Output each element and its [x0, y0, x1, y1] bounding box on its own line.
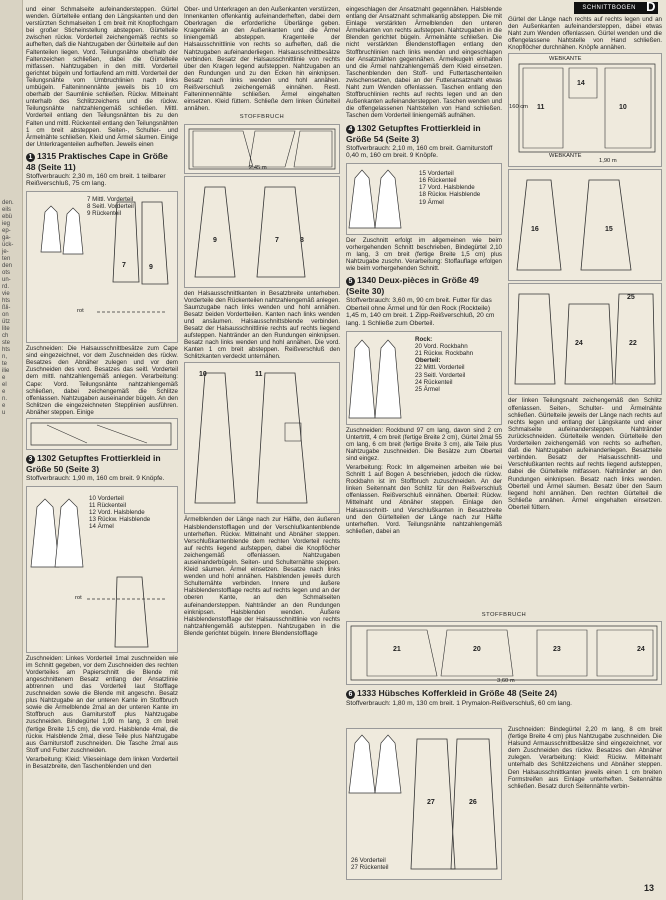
section-1302-50 — [26, 453, 178, 770]
section-title: 5 1340 Deux-pièces in Größe 49 (Seite 30) — [346, 275, 479, 297]
paragraph: Ärmelblenden der Länge nach zur Hälfte, den äußeren Halsblendenstofflagen und der Verschlußkantenblende unterheften. Rückw. Mittelnaht und Abnäher steppen. Verschlußkantenblende dem rechten Vorderteil rechts auf rechts liegend aufsteppen, dabei die Knopflöcher zeichengemäß offenlassen. Nahtzugaben auseinanderbügeln. Seiten- und Schulternähte steppen. Kleid säumen. Ärmel einsetzen. Besatze nach links wenden und hohl annähen. Halsblenden jeweils durch Schulternähte verbinden. Innere und äußere Halsblendenstofflage rechts auf rechts legen und an der oberen Kante, an den Schmalseiten aufeinandersteppen. Nahtränder an den Rundungen einknipsen. Halsblenden wenden. Äußere Halsblendenstofflage der Halsausschnittlinie von rechts nahtzahlengemäß aufsteppen. Nahtzugaben in die Blende gerichtet bügeln. Innere Blendenstofflage — [184, 516, 340, 637]
fabric-requirement: Stoffverbrauch: 1,90 m, 160 cm breit. 9 Knöpfe. — [26, 475, 165, 482]
stoffbruch-label: STOFFBRUCH — [239, 114, 285, 121]
spine-fragment: ebü — [2, 214, 13, 220]
spine-fragment: ga- — [2, 235, 11, 241]
section-title: 6 1333 Hübsches Kofferkleid in Größe 48 (Seite 24) — [346, 688, 662, 699]
dress-50-assembly: Verarbeitung: Kleid: Vlieseinlage dem linken Vorderteil in Besatzbreite, den Taschenblenden und den — [26, 755, 178, 770]
deux-pieces-assembly: Verarbeitung: Rock: Im allgemeinen arbeiten wie bei Schnitt 1 auf Bogen A beschrieben, jedoch die rückw. Rockbahn ist im Stoffbruch zuzuschneiden. An der linken Seitennaht den Schlitz für den Reißverschluß offenlassen. Reißverschluß einnähen. Oberteil: Rückw. Mittelnaht und Abnäher steppen. Einlage den Halsausschnitt- und Verschlußkanten in Besatzbreite und den Gürtelteilen der Länge nach zur Hälfte unterheften. Vord. Teilungsnähte nahtzahlengemäß schließen, dabei an — [346, 464, 502, 535]
kofferkleid-figure: 27 26 26 Vorderteil 27 Rückenteil — [346, 728, 502, 880]
spine-fragment: n. — [2, 396, 8, 402]
spine-fragment: hts — [2, 347, 11, 353]
spine-fragment: e — [2, 389, 6, 395]
section-number: 1 — [26, 153, 35, 162]
spine-fragment: ßli- — [2, 305, 11, 311]
section-title: 3 1302 Getupftes Frottierkleid in Größe 50 (Seite 3) — [26, 453, 161, 474]
cape-legend: 7 Mittl. Vorderteil 8 Seitl. Vorderteil 9 Rückenteil — [87, 196, 134, 218]
dress-50-legend: 10 Vorderteil 11 Rückenteil 12 Vord. Halsblende 13 Rückw. Halsblende 14 Ärmel — [89, 494, 151, 531]
fabric-requirement: Stoffverbrauch: 1,80 m, 130 cm breit. 1 Prymalon-Reißverschluß, 60 cm lang. — [346, 700, 572, 708]
dress-50-cutting: Zuschneiden: Linkes Vorderteil 1mal zuschneiden wie im Schnitt gegeben, vor dem Zuschneiden des rechten Vorderteiles am Papierschnitt die Blende mit angeschnittenem Besatz entlang der Ansatzlinie abtrennen und das Vorderteil laut Stofflage zuschneiden sowie die Blende mit angeschn. Besatz plus Nahtzugabe an der unteren Kante im Stoffbruch sowie die Ärmelblende 2mal an der unteren Kante im Stoffbruch aus Garniturstoff plus Nahtzugabe zuschneiden. Bindegürtel 1,90 m lang, 3 cm breit (fertige Breite 1,5 cm), die vord. Halsblende 4mal, die rückw. Halsblende 2mal, diese Teile plus Nahtzugabe aus Garniturstoff zuschneiden. Die Tasche 2mal aus Stoff und Futter zuschneiden. — [26, 654, 178, 754]
fabric-requirement: Stoffverbrauch: 2,10 m, 160 cm breit. Garniturstoff 0,40 m, 160 cm breit. 9 Knöpfe. — [346, 144, 493, 160]
deux-pieces-pattern: 24 22 25 — [508, 283, 662, 395]
fabric-requirement: Stoffverbrauch: 2,30 m, 160 cm breit. 1 teilbarer Reißverschluß, 75 cm lang. — [26, 172, 166, 188]
cape-instructions: Zuschneiden: Die Halsausschnittbesätze zum Cape sind eingezeichnet, vor dem Zuschneiden des rückw. Besatzes den Abnäher zulegen und vor dem Zuschneiden des vord. Besatzes das seitl. Vorderteil dem mittl. nahtzahlengemäß anlegen. Verarbeitung: Cape: Vord. Teilungsnähte nahtzahlengemäß schließen, dabei zeichengemäß die Schlitze offenlassen. Nahtzugaben auseinander bügeln. An den Schlitzen die eingezeichneten Stepplinien ausführen. Abnäher steppen. Einige — [26, 345, 178, 416]
deux-pieces-legend: Rock: 20 Vord. Rockbahn 21 Rückw. Rockbahn Oberteil: 22 Mittl. Vorderteil 23 Seitl. Vorderteil 24 Rückenteil 25 Ärmel — [415, 335, 474, 393]
spine-fragment: e — [2, 375, 6, 381]
dress-54-figure — [346, 163, 502, 235]
spine-fragment: lite — [2, 326, 10, 332]
spine-fragment: rd. — [2, 284, 10, 290]
column-3 — [346, 6, 502, 537]
spine-fragment: den — [2, 263, 13, 269]
section-1333-figure-col — [346, 726, 502, 882]
intro-paragraph: und einer Schmalseite aufeinandersteppen. Gürtel wenden. Gürtelteile entlang den Längskanten und den verstürzten Schmalseiten 1 cm breit mit Knopflochgarn bei großer Sticheinstellung absteppen. Gürtelteile zwischen rückw. Vorderteil zeichengemäß rechts so aufheften, daß die Nahtzugaben der Gürtelteile auf den Faltenteilen liegen. Vord. Teilungsnähte oberhalb der Faltenzeichen schließen, dabei die Gürtelteile mitfassen. Nahtzugaben in den mittl. Vorderteil gerichtet bügeln und fortlaufend am mittl. Vorderteil der Teilungsnähte vom Umbruchlinien nach links umbügeln. Falteninnennähte jeweils bis 10 cm oberhalb der Saumlinie schließen. Rückw. Mitteinaht unterhalb des Schlitzzeichens und die rückw. Teilungsnähte nahtzahlengemäß schließen. Mittl. Vorderteil entlang den Teilungsnähten bis zu den Falten und mittl. Rückenteil entlang den Teilungsnähten 1 cm breit absteppen. Seiten-, Schulter- und Ärmelnähte schließen. Kleid und Ärmel säumen. Einige der Unterkragenteilen aufheften. Jeweils einen — [26, 6, 178, 148]
frottier-cutting-layout: WEBKANTE WEBKANTE 1,90 m 160 cm 11 14 10 — [508, 53, 662, 167]
header-letter: D — [646, 0, 656, 14]
section-1302-54 — [346, 123, 502, 273]
dress-54-instructions: Der Zuschnitt erfolgt im allgemeinen wie beim vorhergehenden Schnitt beschrieben, Bindegürtel 2,10 m lang, 3 cm breit (fertige Breite 1,5 cm) plus Nahtzugabe zuschn. Verarbeitung: Stoffauflage erfolgen wie beim vorhergehenden Schnitt. — [346, 236, 502, 273]
fabric-requirement: Stoffverbrauch: 3,60 m, 90 cm breit. Futter für das Oberteil ohne Ärmel und für den Rock (Rockteile) 1,45 m, 140 cm breit. 1 Zipp-Reißverschluß, 20 cm lang. 1 Schließe zum Oberteil. — [346, 297, 495, 327]
spine-fragment: den. — [2, 200, 14, 206]
cape-cutting-layout: 2,45 m — [184, 124, 340, 174]
previous-page-edge — [0, 0, 23, 900]
page-number: 13 — [643, 882, 654, 893]
bottom-wide-area — [346, 612, 662, 872]
spine-fragment: eils — [2, 207, 12, 213]
header-title: SCHNITTBOGEN — [582, 5, 636, 11]
paragraph: eingeschlagen der Ansatznaht gegennähen. Halsblende entlang der Ansatznaht schmalkantig absteppen. Die mit Einlage verstärkten Ärmelblenden den unteren Ärmelkanten von rechts aufsteppen. Nahtzugaben in die Blenden gerichtet bügeln. Ärmelnähte schließen. Die nicht verstärkten Blendenstofflagen entlang den Stoffbruchlinien nach links wenden und eingeschlagen der Ansatznähten gegennähen. Ärmelkugeln einhalten und die Ärmel nahtzahlengemäß dem Kleid einsetzen. Taschenblenden den Stoff- und Futtertaschenteilen zwischensetzen, dabei an der Futteransatznaht etwas Naht zum Wenden offenlassen. Taschen entlang den Stoffbruchlinien rechts auf rechts legen und an den Außenkanten aufeinandersteppen. Taschen wenden und die offengelassenen Nahtstellen von Hand schließen. Taschen dem Vorderteil liniengemäß aufnähen. — [346, 6, 502, 120]
dress-54-legend: 15 Vorderteil 16 Rückenteil 17 Vord. Halsblende 18 Rückw. Halsblende 19 Ärmel — [419, 169, 481, 206]
section-1333 — [346, 688, 662, 708]
spine-fragment: ieg — [2, 221, 11, 227]
spine-fragment: ück- — [2, 242, 14, 248]
spine-fragment: je- — [2, 249, 9, 255]
column-2 — [184, 6, 340, 639]
dress-pattern-pieces: 9 7 8 — [184, 176, 340, 288]
spine-fragment: ütz — [2, 319, 11, 325]
deux-pieces-cutting: Zuschneiden: Rockbund 97 cm lang, davon sind 2 cm Untertritt, 4 cm breit (fertige Breite 2 cm), Gürtel 2mal 55 cm lang, 6 cm breit (fertige Breite 3 cm), alle Teile plus Nahtzugabe zuschneiden. Die Besätze zum Oberteil sind eingez. — [346, 426, 502, 462]
spine-fragment: hts — [2, 298, 11, 304]
stoffbruch-label: STOFFBRUCH — [481, 612, 527, 618]
spine-fragment: u — [2, 410, 6, 416]
section-1333-text-col — [508, 726, 662, 792]
section-header — [574, 2, 658, 14]
spine-fragment: n, — [2, 354, 8, 360]
spine-fragment: on — [2, 312, 9, 318]
spine-fragment: te — [2, 361, 8, 367]
kofferkleid-legend: 26 Vorderteil 27 Rückenteil — [351, 857, 389, 872]
spine-fragment: e — [2, 403, 6, 409]
paragraph: Ober- und Unterkragen an den Außenkanten verstürzen, Innenkanten offenkantig aufeinanderheften, dabei dem Oberkragen die erforderliche Überlänge geben. Kragenteile an den Außenkanten und die Ärmel liniengemäß absteppen. Kragenteile der Halsausschnittlinie von rechts so aufheften, daß die Nahtzugaben aufeinanderliegen. Halsausschnittbesätze verbinden. Besatz der Halsausschnittlinie von rechts über den Kragen legend aufsteppen. Nahtzugaben an den Rundungen und zu den Ecken hin einknipsen. Besatz nach links wenden und hohl annähen. Reißverschluß zeichengemäß einnähen. Restl. Falteninnennähte schließen. Ärmel eingehalten einsetzen. Kleid füttern. Schließe dem linken Gürtelteil annähen. — [184, 6, 340, 113]
spine-fragment: ilie — [2, 368, 10, 374]
paragraph: Zuschneiden: Bindegürtel 2,20 m lang, 8 cm breit (fertige Breite 4 cm) plus Nahtzugabe zuschneiden. Die Halsund Armausschnittbesätze sind eingezeichnet, vor dem Zuschneiden des rückw. Besatzes den Abnäher zulegen. Verarbeitung: Kleid: Rückw. Mittelnaht unterhalb des Schlitzzeichens und Abnäher steppen. Den Halsausschnittkanten jeweils einen 1 cm breiten Formstreifen aus Einlage unterheften. Seitennähte schließen. Besatz durch Seitennähte verbin- — [508, 726, 662, 790]
spine-fragment: vie — [2, 291, 10, 297]
section-title: 4 1302 Getupftes Frottierkleid in Größe 54 (Seite 3) — [346, 122, 481, 144]
spine-fragment: ch — [2, 333, 9, 339]
deux-pieces-figure — [346, 331, 502, 425]
spine-text-fragments — [0, 0, 22, 417]
cape-figure: 7 Mittl. Vorderteil 8 Seitl. Vorderteil 9 Rückenteil 7 9 rot — [26, 191, 178, 343]
spine-fragment: ste — [2, 340, 11, 346]
paragraph: der linken Teilungsnaht zeichengemäß den Schlitz offenlassen. Seiten-, Schulter- und Ärmelnähte schließen. Gürtelteile jeweils der Länge nach rechts auf rechts legen und entlang der Längskante und einer Schmalseite aufeinandersteppen. Nahtränder zurückschneiden. Gürtelteile wenden. Gürtelteile den Vorderteilen zeichengemäß von rechts so aufheften, daß die Nahtzugaben aufeinanderliegen. Besatzteile verbinden. Besatz der Halsausschnitt- und Verschlußkanten rechts auf rechts liegend aufsteppen, dabei die Gürtelteile mitfassen. Nahtränder an den Rundungen einknipsen. Besatz nach links wenden. Oberteil und Ärmel säumen. Besatz über den Saum liegend hohl annähen. Den rechten Gürtelteil die Schließe annähen. Ärmel eingehalten einsetzen. Oberteil füttern. — [508, 397, 662, 511]
spine-fragment: ten — [2, 256, 11, 262]
dress-54-pattern: 16 15 — [508, 169, 662, 281]
cape-layout-figure — [26, 418, 178, 450]
section-title: 1 1315 Praktisches Cape in Größe 48 (Seite 11) — [26, 150, 168, 172]
column-4 — [508, 16, 662, 513]
spine-fragment: el — [2, 382, 7, 388]
deux-pieces-cutting-layout: 21 20 23 24 3,60 m — [346, 621, 662, 685]
column-1 — [26, 6, 178, 772]
paragraph: Gürtel der Länge nach rechts auf rechts legen und an den Außenkanten aufeinandersteppen, dabei etwas Naht zum Wenden offenlassen. Gürtel wenden und die offengelassene Nahtstelle von Hand schließen. Knopflöcher durchnähen. Knöpfe annähen. — [508, 16, 662, 52]
section-1315 — [26, 151, 178, 450]
section-1340 — [346, 275, 502, 535]
dress-50-pattern: 10 11 — [184, 362, 340, 514]
spine-fragment: un- — [2, 277, 11, 283]
spine-fragment: ep- — [2, 228, 11, 234]
paragraph: den Halsausschnittkanten in Besatzbreite unterheben. Vorderteile den Rückenteilen nahtzahlengemäß anlegen. Saumzugabe nach links wenden und hohl annähen. Besatz beiden Vordertteilen. Kanten nach links wenden und ansäumen. Halsausschnittsblende verbinden. Besatz der Halsausschnittlinie rechts auf rechts liegend aufsteppen. Nahtränder an den Rundungen einknipsen. Besatz nach links wenden und hohl annähen. Die vord. Kanten 1 cm breit absteppen. Reißverschluß den Schlitzkanten verdeckt unternähen. — [184, 289, 340, 361]
dress-50-figure: 10 Vorderteil 11 Rückenteil 12 Vord. Halsblende 13 Rückw. Halsblende 14 Ärmel rot — [26, 486, 178, 653]
spine-fragment: ots — [2, 270, 11, 276]
